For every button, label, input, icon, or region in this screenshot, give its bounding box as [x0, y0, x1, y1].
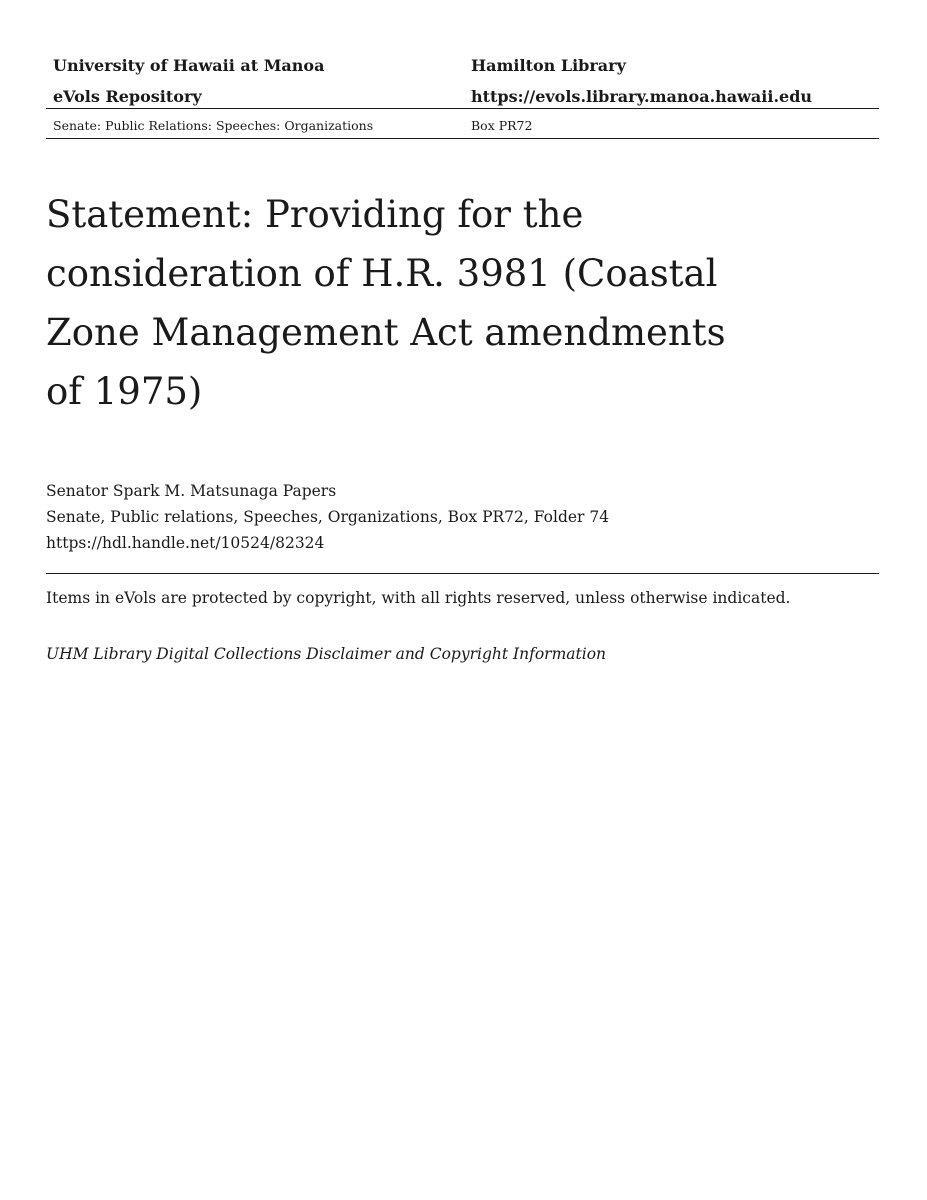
repository-url[interactable]: https://evols.library.manoa.hawaii.edu	[471, 87, 813, 106]
collection-name: Senator Spark M. Matsunaga Papers	[46, 482, 337, 500]
library-name: Hamilton Library	[471, 56, 626, 75]
handle-link[interactable]: https://hdl.handle.net/10524/82324	[46, 534, 325, 552]
header-row-2	[46, 83, 879, 114]
document-metadata	[46, 478, 846, 556]
page-header	[46, 52, 879, 114]
title-line: of 1975)	[46, 370, 203, 413]
document-title	[46, 185, 766, 421]
header-divider-bottom	[46, 138, 879, 139]
title-line: consideration of H.R. 3981 (Coastal	[46, 252, 718, 295]
header-row-1	[46, 52, 879, 83]
folder-location: Senate, Public relations, Speeches, Organizations, Box PR72, Folder 74	[46, 508, 610, 526]
collection-path-row	[46, 113, 879, 137]
series-path: Senate: Public Relations: Speeches: Organizations	[53, 118, 374, 133]
copyright-notice: Items in eVols are protected by copyright, with all rights reserved, unless otherwise indicated.	[46, 589, 791, 607]
repository-name: eVols Repository	[53, 87, 202, 106]
title-line: Statement: Providing for the	[46, 193, 584, 236]
metadata-divider	[46, 573, 879, 574]
disclaimer-link[interactable]: UHM Library Digital Collections Disclaimer and Copyright Information	[46, 645, 607, 663]
title-line: Zone Management Act amendments	[46, 311, 726, 354]
header-divider-top	[46, 108, 879, 109]
institution-name: University of Hawaii at Manoa	[53, 56, 325, 75]
box-label: Box PR72	[471, 118, 533, 133]
